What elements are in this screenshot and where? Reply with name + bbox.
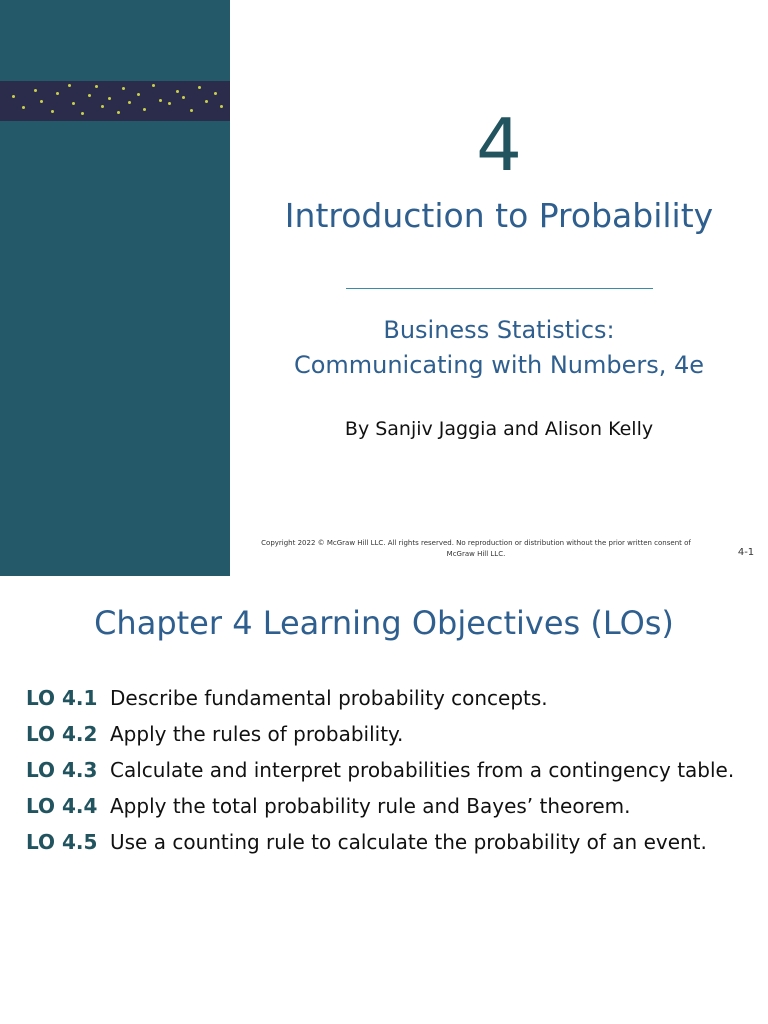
dot xyxy=(205,100,208,103)
objective-text: Apply the rules of probability. xyxy=(110,722,404,746)
chapter-number: 4 xyxy=(476,103,522,187)
book-title-line-1: Business Statistics: xyxy=(383,316,615,344)
dot xyxy=(152,84,155,87)
dot xyxy=(12,95,15,98)
list-item xyxy=(26,755,746,786)
list-item xyxy=(26,827,746,858)
dot-pattern-band xyxy=(0,81,230,121)
dot xyxy=(128,101,131,104)
dot xyxy=(108,97,111,100)
objective-code: LO 4.4 xyxy=(26,794,98,818)
dot xyxy=(159,99,162,102)
side-panel xyxy=(0,0,230,576)
dot xyxy=(101,105,104,108)
objective-code: LO 4.3 xyxy=(26,758,98,782)
dot xyxy=(143,108,146,111)
dot xyxy=(88,94,91,97)
dot xyxy=(182,96,185,99)
dot xyxy=(137,93,140,96)
dot xyxy=(34,89,37,92)
learning-objectives-list xyxy=(26,683,746,863)
dot xyxy=(81,112,84,115)
slide-number: 4-1 xyxy=(737,547,755,558)
dot xyxy=(22,106,25,109)
book-title-line-2: Communicating with Numbers, 4e xyxy=(293,351,705,379)
dot xyxy=(40,100,43,103)
objective-text: Apply the total probability rule and Bayes’ theorem. xyxy=(110,794,631,818)
dot xyxy=(214,92,217,95)
dot xyxy=(56,92,59,95)
dot xyxy=(72,102,75,105)
objective-text: Calculate and interpret probabilities from a contingency table. xyxy=(110,758,735,782)
dot xyxy=(51,110,54,113)
objectives-slide xyxy=(0,576,768,1024)
list-item xyxy=(26,683,746,714)
dot xyxy=(220,105,223,108)
dot xyxy=(168,102,171,105)
dot xyxy=(198,86,201,89)
dot xyxy=(68,84,71,87)
list-item xyxy=(26,719,746,750)
dot xyxy=(122,87,125,90)
objective-code: LO 4.5 xyxy=(26,830,98,854)
objectives-title: Chapter 4 Learning Objectives (LOs) xyxy=(94,604,674,642)
objective-code: LO 4.2 xyxy=(26,722,98,746)
chapter-title: Introduction to Probability xyxy=(284,196,714,235)
list-item xyxy=(26,791,746,822)
book-title xyxy=(230,313,768,383)
copyright-notice: Copyright 2022 © McGraw Hill LLC. All rights reserved. No reproduction or distribution without the prior written consent of McGraw Hill LLC. xyxy=(261,539,691,558)
dot xyxy=(176,90,179,93)
objective-code: LO 4.1 xyxy=(26,686,98,710)
authors: By Sanjiv Jaggia and Alison Kelly xyxy=(344,418,654,440)
title-divider xyxy=(346,288,653,289)
dot xyxy=(190,109,193,112)
objective-text: Use a counting rule to calculate the probability of an event. xyxy=(110,830,707,854)
dot xyxy=(117,111,120,114)
dot xyxy=(95,85,98,88)
objective-text: Describe fundamental probability concepts. xyxy=(110,686,548,710)
